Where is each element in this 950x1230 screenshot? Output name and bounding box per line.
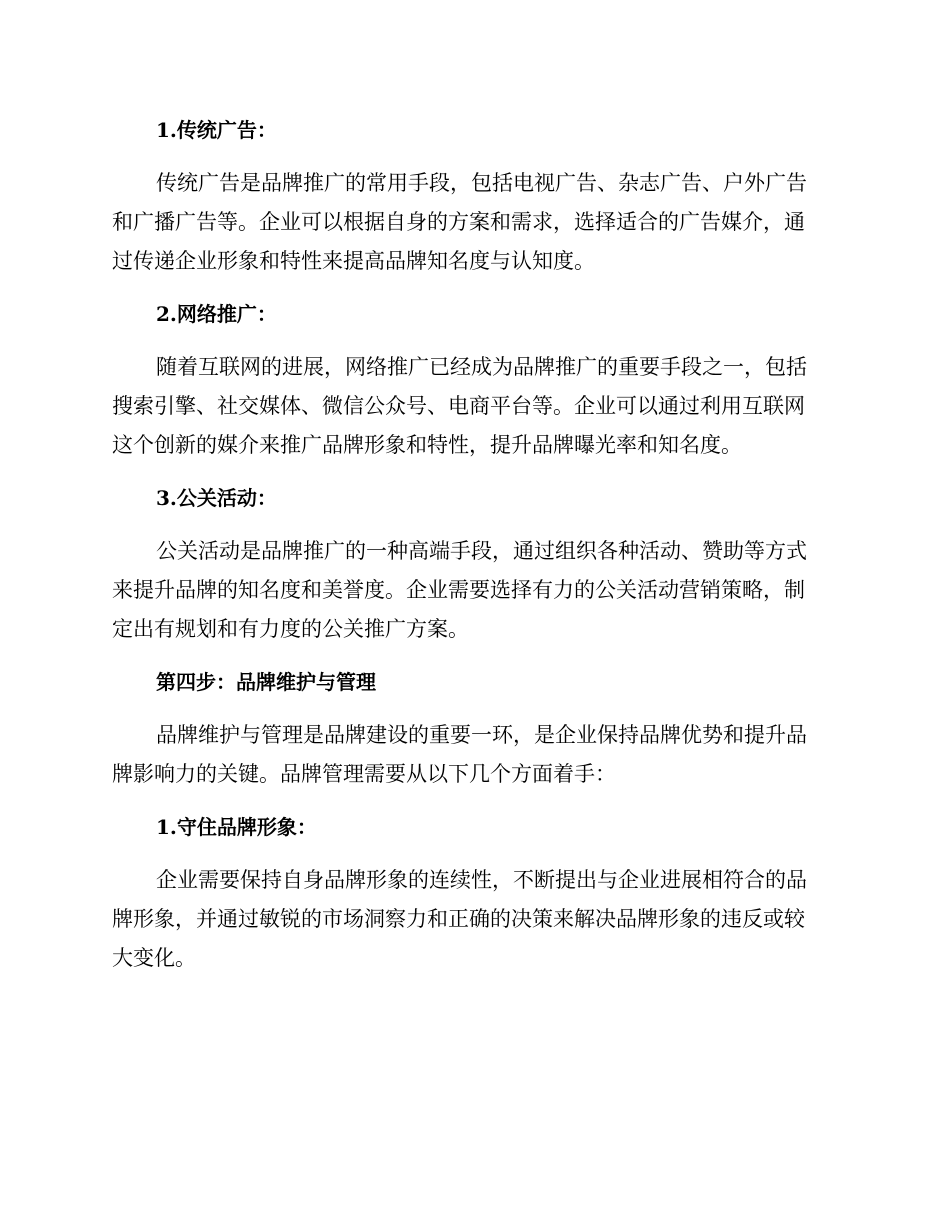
paragraph-brand-maintenance bbox=[112, 716, 828, 794]
section-heading-online-promotion: 2.网络推广： bbox=[156, 302, 277, 326]
paragraph-pr-activities bbox=[112, 532, 828, 649]
paragraph-line: 品牌维护与管理是品牌建设的重要一环，是企业保持品牌优势和提升品 bbox=[156, 723, 807, 747]
paragraph-brand-image bbox=[112, 861, 828, 978]
section-heading-brand-maintenance: 第四步：品牌维护与管理 bbox=[156, 670, 376, 694]
paragraph-line: 牌影响力的关键。品牌管理需要从以下几个方面着手： bbox=[112, 762, 616, 786]
paragraph-line: 定出有规划和有力度的公关推广方案。 bbox=[112, 617, 469, 641]
paragraph-line: 过传递企业形象和特性来提高品牌知名度与认知度。 bbox=[112, 249, 595, 273]
paragraph-traditional-ads bbox=[112, 164, 828, 281]
section-heading-brand-image: 1.守住品牌形象： bbox=[156, 815, 317, 839]
paragraph-line: 大变化。 bbox=[112, 946, 196, 970]
paragraph-line: 传统广告是品牌推广的常用手段，包括电视广告、杂志广告、户外广告 bbox=[156, 171, 807, 195]
paragraph-line: 这个创新的媒介来推广品牌形象和特性，提升品牌曝光率和知名度。 bbox=[112, 433, 742, 457]
paragraph-line: 随着互联网的进展，网络推广已经成为品牌推广的重要手段之一，包括 bbox=[156, 355, 807, 379]
paragraph-line: 搜索引擎、社交媒体、微信公众号、电商平台等。企业可以通过利用互联网 bbox=[112, 394, 805, 418]
paragraph-line: 企业需要保持自身品牌形象的连续性，不断提出与企业进展相符合的品 bbox=[156, 868, 807, 892]
paragraph-line: 和广播广告等。企业可以根据自身的方案和需求，选择适合的广告媒介，通 bbox=[112, 210, 805, 234]
document-body bbox=[112, 111, 828, 978]
paragraph-line: 公关活动是品牌推广的一种高端手段，通过组织各种活动、赞助等方式 bbox=[156, 539, 807, 563]
paragraph-line: 牌形象，并通过敏锐的市场洞察力和正确的决策来解决品牌形象的违反或较 bbox=[112, 907, 805, 931]
section-heading-traditional-ads: 1.传统广告： bbox=[156, 118, 277, 142]
paragraph-online-promotion bbox=[112, 348, 828, 465]
paragraph-line: 来提升品牌的知名度和美誉度。企业需要选择有力的公关活动营销策略，制 bbox=[112, 578, 805, 602]
section-heading-pr-activities: 3.公关活动： bbox=[156, 486, 277, 510]
